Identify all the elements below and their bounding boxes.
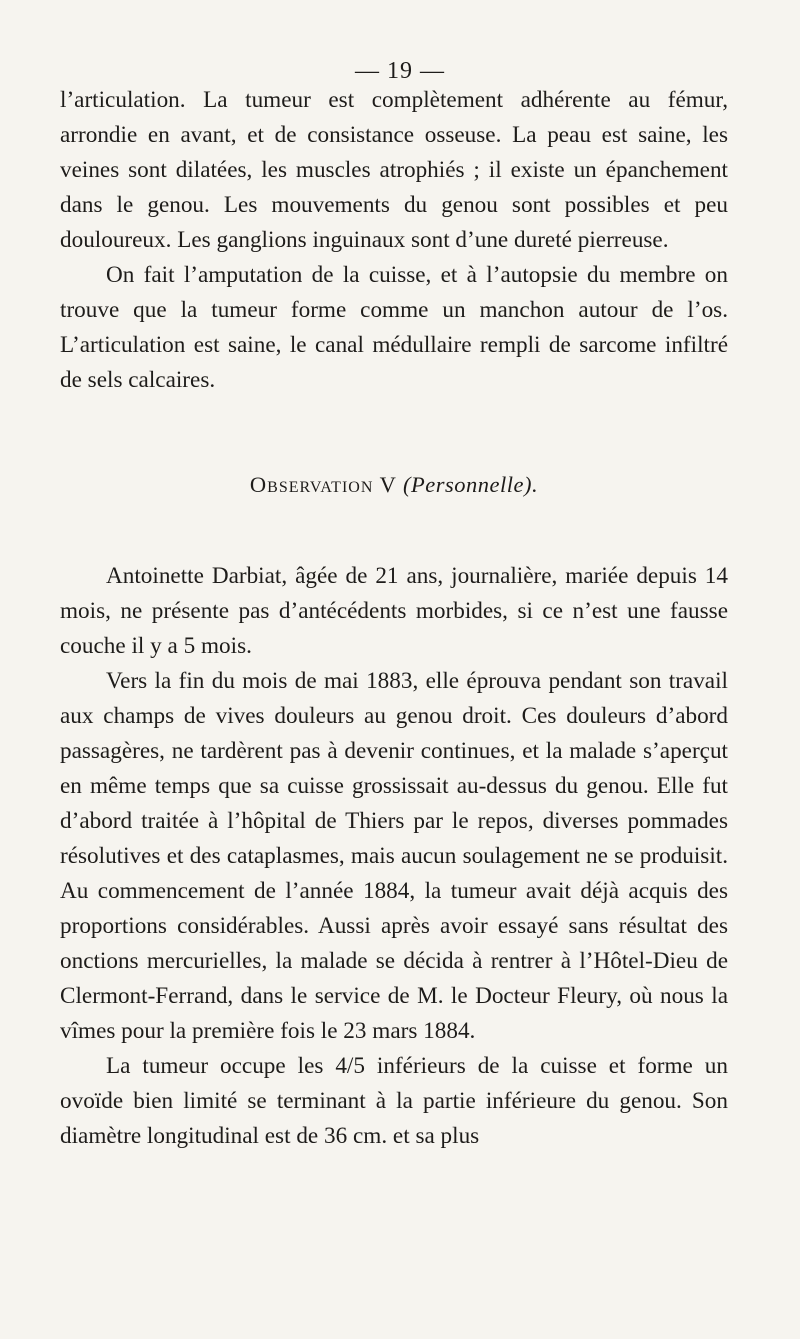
observation-subtitle: (Personnelle). bbox=[402, 472, 539, 497]
paragraph-1: l’articulation. La tumeur est complètement adhérente au fémur, arrondie en avant, et de consistance osseuse. La peau est saine, les veines sont dilatées, les muscles atrophiés ; il existe un épanchement dans le genou. Les mouvements du genou sont possibles et peu douloureux. Les ganglions inguinaux sont d’une dureté pierreuse. bbox=[60, 87, 728, 253]
paragraph-3: Antoinette Darbiat, âgée de 21 ans, journalière, mariée depuis 14 mois, ne présente pas d’antécédents morbides, si ce n’est une fausse couche il y a 5 mois. bbox=[60, 563, 728, 659]
paragraph-4: Vers la fin du mois de mai 1883, elle éprouva pendant son travail aux champs de vives douleurs au genou droit. Ces douleurs d’abord passagères, ne tardèrent pas à devenir continues, et la malade s’aperçut en même temps que sa cuisse grossissait au-dessus du genou. Elle fut d’abord traitée à l’hôpital de Thiers par le repos, diverses pommades résolutives et des cataplasmes, mais aucun soulagement ne se produisit. Au commencement de l’année 1884, la tumeur avait déjà acquis des proportions considérables. Aussi après avoir essayé sans résultat des onctions mercurielles, la malade se décida à rentrer à l’Hôtel-Dieu de Clermont-Ferrand, dans le service de M. le Docteur Fleury, où nous la vîmes pour la première fois le 23 mars 1884. bbox=[60, 668, 728, 1044]
observation-heading bbox=[60, 467, 728, 502]
paragraph-5: La tumeur occupe les 4/5 inférieurs de la cuisse et forme un ovoïde bien limité se terminant à la partie inférieure du genou. Son diamètre longitudinal est de 36 cm. et sa plus bbox=[60, 1053, 728, 1149]
paragraph-2: On fait l’amputation de la cuisse, et à l’autopsie du membre on trouve que la tumeur forme comme un manchon autour de l’os. L’articulation est saine, le canal médullaire rempli de sarcome infiltré de sels calcaires. bbox=[60, 262, 728, 393]
body-text bbox=[60, 83, 728, 1154]
observation-title: Observation V bbox=[249, 472, 397, 497]
page-number: — 19 — bbox=[355, 58, 445, 84]
